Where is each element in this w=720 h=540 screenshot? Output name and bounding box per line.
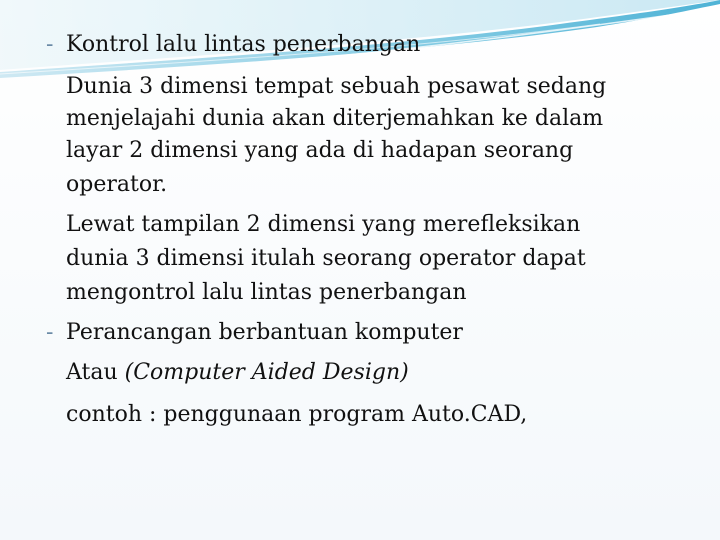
paragraph-line: layar 2 dimensi yang ada di hadapan seorang — [66, 138, 574, 163]
paragraph-line: contoh : penggunaan program Auto.CAD, — [66, 402, 528, 427]
bullet-dash: - — [46, 32, 54, 57]
paragraph-line: mengontrol lalu lintas penerbangan — [66, 280, 467, 305]
paragraph-line: dunia 3 dimensi itulah seorang operator dapat — [66, 246, 586, 271]
paragraph-line: operator. — [66, 172, 168, 197]
list-item-heading: Perancangan berbantuan komputer — [66, 320, 463, 345]
bullet-dash: - — [46, 320, 54, 345]
paragraph-line: menjelajahi dunia akan diterjemahkan ke dalam — [66, 106, 604, 131]
list-item-heading: Kontrol lalu lintas penerbangan — [66, 32, 421, 57]
text-italic: (Computer Aided Design) — [124, 360, 409, 385]
paragraph-line — [66, 358, 409, 388]
text-plain: Atau — [66, 360, 125, 385]
paragraph-line: Lewat tampilan 2 dimensi yang merefleksikan — [66, 212, 581, 237]
paragraph-line: Dunia 3 dimensi tempat sebuah pesawat sedang — [66, 74, 607, 99]
